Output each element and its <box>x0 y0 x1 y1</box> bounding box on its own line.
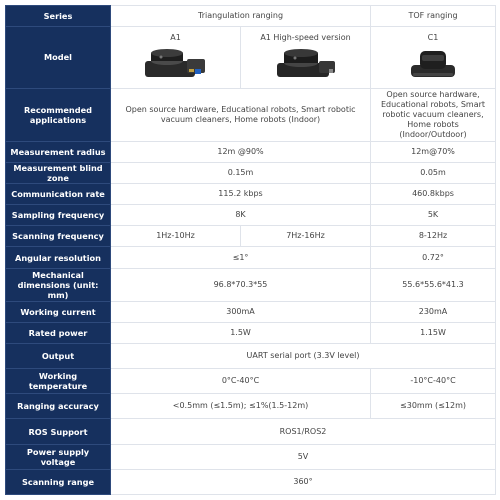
model-a1-cell <box>111 27 241 88</box>
row-label: Measurement radius <box>6 141 111 162</box>
table-row <box>6 162 496 183</box>
tri-value: 0°C-40°C <box>111 369 371 394</box>
tri-value: 300mA <box>111 301 371 322</box>
row-label: Rated power <box>6 322 111 343</box>
table-row <box>6 6 496 27</box>
all-value: UART serial port (3.3V level) <box>111 344 496 369</box>
tof-value: 460.8kbps <box>371 184 496 205</box>
lidar-a1-highspeed-icon <box>271 47 341 81</box>
tri-value: 96.8*70.3*55 <box>111 268 371 301</box>
all-value: 360° <box>111 469 496 494</box>
tof-value: 5K <box>371 205 496 226</box>
table-row <box>6 444 496 469</box>
row-label: Sampling frequency <box>6 205 111 226</box>
tof-value: 12m@70% <box>371 141 496 162</box>
table-row <box>6 469 496 494</box>
spec-comparison-table <box>5 5 496 495</box>
tof-value: 0.72° <box>371 247 496 268</box>
model-c1-cell <box>371 27 496 88</box>
tri-value: 8K <box>111 205 371 226</box>
table-row <box>6 268 496 301</box>
row-label: Scanning range <box>6 469 111 494</box>
tri-value: 115.2 kbps <box>111 184 371 205</box>
model-label: Model <box>6 27 111 88</box>
a1-hs-value: 7Hz-16Hz <box>241 226 371 247</box>
table-row <box>6 419 496 444</box>
table-row <box>6 88 496 141</box>
tri-value: <0.5mm (≤1.5m); ≤1%(1.5-12m) <box>111 394 371 419</box>
table-row <box>6 226 496 247</box>
tri-value: 1.5W <box>111 322 371 343</box>
all-value: 5V <box>111 444 496 469</box>
lidar-a1-icon <box>141 47 211 81</box>
model-a1-hs-name: A1 High-speed version <box>260 33 351 43</box>
tof-value: 1.15W <box>371 322 496 343</box>
rec-tri-value: Open source hardware, Educational robots, Smart robotic vacuum cleaners, Home robots (Indoor) <box>111 88 371 141</box>
tof-header: TOF ranging <box>371 6 496 27</box>
row-label: Working temperature <box>6 369 111 394</box>
lidar-c1-icon <box>403 47 463 81</box>
row-label: Power supply voltage <box>6 444 111 469</box>
table-row <box>6 205 496 226</box>
row-label: Measurement blind zone <box>6 162 111 183</box>
table-row <box>6 394 496 419</box>
table-row <box>6 301 496 322</box>
model-a1-name: A1 <box>170 33 181 43</box>
series-label: Series <box>6 6 111 27</box>
all-value: ROS1/ROS2 <box>111 419 496 444</box>
tof-value: 230mA <box>371 301 496 322</box>
tri-value: 0.15m <box>111 162 371 183</box>
row-label: ROS Support <box>6 419 111 444</box>
table-row <box>6 27 496 88</box>
row-label: Angular resolution <box>6 247 111 268</box>
row-label: Output <box>6 344 111 369</box>
tof-value: 55.6*55.6*41.3 <box>371 268 496 301</box>
table-row <box>6 322 496 343</box>
row-label: Scanning frequency <box>6 226 111 247</box>
table-row <box>6 247 496 268</box>
row-label: Working current <box>6 301 111 322</box>
rec-label: Recommended applications <box>6 88 111 141</box>
triangulation-header: Triangulation ranging <box>111 6 371 27</box>
table-row <box>6 141 496 162</box>
tri-value: ≤1° <box>111 247 371 268</box>
tof-value: 8-12Hz <box>371 226 496 247</box>
a1-value: 1Hz-10Hz <box>111 226 241 247</box>
model-c1-name: C1 <box>427 33 439 43</box>
model-a1-hs-cell <box>241 27 371 88</box>
rec-tof-value: Open source hardware, Educational robots, Smart robotic vacuum cleaners, Home robots (Indoor/Outdoor) <box>371 88 496 141</box>
row-label: Mechanical dimensions (unit: mm) <box>6 268 111 301</box>
tof-value: -10°C-40°C <box>371 369 496 394</box>
tof-value: ≤30mm (≤12m) <box>371 394 496 419</box>
row-label: Communication rate <box>6 184 111 205</box>
row-label: Ranging accuracy <box>6 394 111 419</box>
table-row <box>6 184 496 205</box>
table-row <box>6 344 496 369</box>
tri-value: 12m @90% <box>111 141 371 162</box>
tof-value: 0.05m <box>371 162 496 183</box>
table-row <box>6 369 496 394</box>
